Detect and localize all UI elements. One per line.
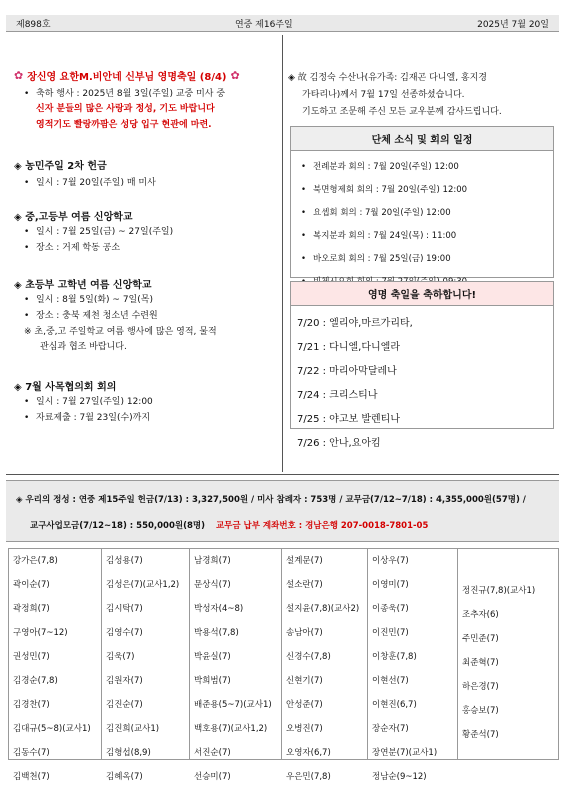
donor-name: 주민준(7): [462, 634, 499, 644]
donor-name: 장연분(7)(교사1): [372, 748, 438, 758]
issue-number: 제898호: [16, 19, 51, 30]
header-bar: [6, 15, 559, 32]
donor-name: 이진민(7): [372, 628, 409, 638]
donor-name: 김진희(교사1): [106, 724, 160, 734]
donor-name: 김욱(7): [106, 652, 135, 662]
donor-name: 김형섭(8,9): [106, 748, 151, 758]
donor-name: 최준혁(7): [462, 658, 499, 668]
donor-name: 우은민(7,8): [286, 772, 331, 782]
donor-name: 김영수(7): [106, 628, 143, 638]
donor-name: 김진순(7): [106, 700, 143, 710]
diamond-icon: ◈: [14, 161, 22, 172]
donor-name: 배준용(5~7)(교사1): [194, 700, 272, 710]
section-divider: [6, 474, 559, 475]
donor-name: 이현진(6,7): [372, 700, 417, 710]
feastday-item: 7/20 : 엘리야,마르가리타,: [297, 318, 413, 329]
donor-name: 김백천(7): [13, 772, 50, 782]
meeting-item: • 전례분과 회의 : 7월 20일(주일) 12:00: [291, 160, 553, 174]
elementary-title: 초등부 고학년 여름 신앙학교: [25, 280, 152, 291]
donor-name: 김경찬(7): [13, 700, 50, 710]
feast-highlight: [14, 101, 276, 133]
donor-name: 홍승보(7): [462, 706, 499, 716]
meetings-title: 단체 소식 및 회의 일정: [291, 127, 553, 151]
donor-column: [102, 549, 190, 782]
middle-high-item: 장소 : 거제 학동 공소: [36, 243, 121, 253]
elementary-note-1: ※ 초,중,고 주일학교 여름 행사에 많은 영적, 물적: [24, 327, 217, 337]
donor-column: [458, 549, 558, 759]
donor-name: 정진규(7,8)(교사1): [462, 586, 536, 596]
donor-name: 박성자(4~8): [194, 604, 244, 614]
elementary-note: [14, 325, 276, 355]
donor-name: 설지윤(7,8)(교사2): [286, 604, 360, 614]
elementary-item: 장소 : 충북 제천 청소년 수련원: [36, 311, 158, 321]
condolence-notice: [288, 70, 556, 121]
offering-line1: 우리의 정성 : 연중 제15주일 헌금(7/13) : 3,327,500원 / 미사 참례자 : 753명 / 교무금(7/12~7/18) : 4,355,000원(57명) /: [25, 495, 526, 505]
donor-name: 이창훈(7,8): [372, 652, 417, 662]
council-title: 7월 사목협의회 회의: [25, 382, 117, 393]
donor-name: 김성은(7)(교사1,2): [106, 580, 180, 590]
liturgical-week: 연중 제16주일: [234, 19, 293, 30]
feast-announcement: [14, 68, 276, 133]
donor-name: 이영미(7): [372, 580, 409, 590]
feastdays-box: [290, 281, 554, 449]
donor-name: 박용석(7,8): [194, 628, 239, 638]
feastday-item: 7/25 : 야고보 발렌티나: [297, 414, 400, 425]
council-meeting: [14, 378, 276, 425]
feast-title: 장신영 요한M.비안네 신부님 영명축일 (8/4): [27, 72, 227, 83]
elementary-note-2: 관심과 협조 바랍니다.: [40, 342, 127, 352]
middle-high-title: 중,고등부 여름 신앙학교: [25, 212, 133, 223]
donor-column: [282, 549, 368, 782]
feast-event-text: 축하 행사 : 2025년 8월 3일(주일) 교중 미사 중: [36, 89, 226, 99]
donor-name: 박희범(7): [194, 676, 231, 686]
donor-name: 김동수(7): [13, 748, 50, 758]
middle-high-school: [14, 208, 276, 255]
donor-name: 강가은(7,8): [13, 556, 58, 566]
condolence-line: 가타리나)께서 7월 17일 선종하셨습니다.: [302, 90, 465, 100]
diamond-icon: ◈: [14, 212, 22, 223]
diamond-icon: ◈: [14, 280, 22, 291]
donor-grid: [8, 548, 559, 782]
feastday-item: 7/26 : 안나,요아킴: [297, 438, 381, 449]
diocese-fund: 교구사업모금(7/12~18) : 550,000원(8명): [30, 521, 205, 531]
donor-name: 남경희(7): [194, 556, 231, 566]
farmers-sunday: [14, 157, 276, 190]
meeting-item: • 바오로회 회의 : 7월 25일(금) 19:00: [291, 252, 553, 266]
donor-name: 박윤실(7): [194, 652, 231, 662]
elementary-school: [14, 276, 276, 355]
donor-name: 오병진(7): [286, 724, 323, 734]
donor-column: [190, 549, 282, 782]
donor-name: 정남순(9~12): [372, 772, 427, 782]
donor-name: 김성용(7): [106, 556, 143, 566]
donor-name: 설소란(7): [286, 580, 323, 590]
donor-name: 송남아(7): [286, 628, 323, 638]
feastdays-title: 영명 축일을 축하합니다!: [291, 282, 553, 306]
donor-name: 김경순(7,8): [13, 676, 58, 686]
donor-name: 권성민(7): [13, 652, 50, 662]
offering-summary: [6, 480, 559, 542]
meeting-item: • 복지분과 회의 : 7월 24일(목) : 11:00: [291, 229, 553, 243]
meeting-item: • 북면형제회 회의 : 7월 20일(주일) 12:00: [291, 183, 553, 197]
feast-highlight-1: 신자 분들의 많은 사랑과 정성, 기도 바랍니다: [36, 104, 215, 114]
donor-column: [368, 549, 458, 782]
donor-name: 이현선(7): [372, 676, 409, 686]
donor-name: 서진순(7): [194, 748, 231, 758]
donor-name: 이상우(7): [372, 556, 409, 566]
donor-name: 김원자(7): [106, 676, 143, 686]
flower-icon: ✿: [230, 69, 240, 82]
feast-event: [14, 87, 276, 101]
middle-high-item: 일시 : 7월 25일(금) ~ 27일(주일): [36, 227, 174, 237]
donor-name: 김혜옥(7): [106, 772, 143, 782]
donor-name: 김대규(5~8)(교사1): [13, 724, 91, 734]
diamond-icon: ◈: [16, 495, 23, 505]
donor-name: 조추자(6): [462, 610, 499, 620]
elementary-item: 일시 : 8월 5일(화) ~ 7일(목): [36, 295, 153, 305]
donor-name: 이종욱(7): [372, 604, 409, 614]
donor-name: 황준석(7): [462, 730, 499, 740]
meeting-item: • 요셉회 회의 : 7월 20일(주일) 12:00: [291, 206, 553, 220]
condolence-line: 기도하고 조문해 주신 모든 교우분께 감사드립니다.: [302, 107, 502, 117]
diamond-icon: ◈: [288, 73, 295, 83]
donor-name: 곽정희(7): [13, 604, 50, 614]
donor-name: 문상식(7): [194, 580, 231, 590]
flower-icon: ✿: [14, 69, 24, 82]
donor-name: 선승미(7): [194, 772, 231, 782]
donor-name: 오영자(6,7): [286, 748, 331, 758]
donor-name: 안성준(7): [286, 700, 323, 710]
donor-name: 신경수(7,8): [286, 652, 331, 662]
farmers-item: 일시 : 7월 20일(주일) 매 미사: [36, 178, 156, 188]
donor-name: 하은경(7): [462, 682, 499, 692]
donor-name: 설계문(7): [286, 556, 323, 566]
diamond-icon: ◈: [14, 382, 22, 393]
donor-name: 장순자(7): [372, 724, 409, 734]
donor-name: 신현기(7): [286, 676, 323, 686]
donor-name: 구영아(7~12): [13, 628, 68, 638]
feastday-item: 7/21 : 다니엘,다니엘라: [297, 342, 400, 353]
donor-name: 곽이순(7): [13, 580, 50, 590]
issue-date: 2025년 7월 20일: [477, 19, 549, 30]
meetings-box: [290, 126, 554, 278]
condolence-line: 故 김정숙 수산나(유가족: 김재곤 다니엘, 홍지경: [297, 73, 487, 83]
donor-name: 김시탁(7): [106, 604, 143, 614]
council-item: 자료제출 : 7월 23일(수)까지: [36, 413, 151, 423]
feast-highlight-2: 영적기도 빨랑까팜은 성당 입구 현관에 마련.: [36, 120, 212, 130]
feastday-item: 7/24 : 크리스티나: [297, 390, 378, 401]
farmers-title: 농민주일 2차 헌금: [25, 161, 107, 172]
feastday-item: 7/22 : 마리아막달레나: [297, 366, 397, 377]
council-item: 일시 : 7월 27일(주일) 12:00: [36, 397, 153, 407]
donor-column: [9, 549, 102, 782]
bank-account: 교무금 납부 계좌번호 : 경남은행 207-0018-7801-05: [215, 521, 429, 531]
donor-name: 백호용(7)(교사1,2): [194, 724, 268, 734]
column-divider: [282, 35, 283, 472]
